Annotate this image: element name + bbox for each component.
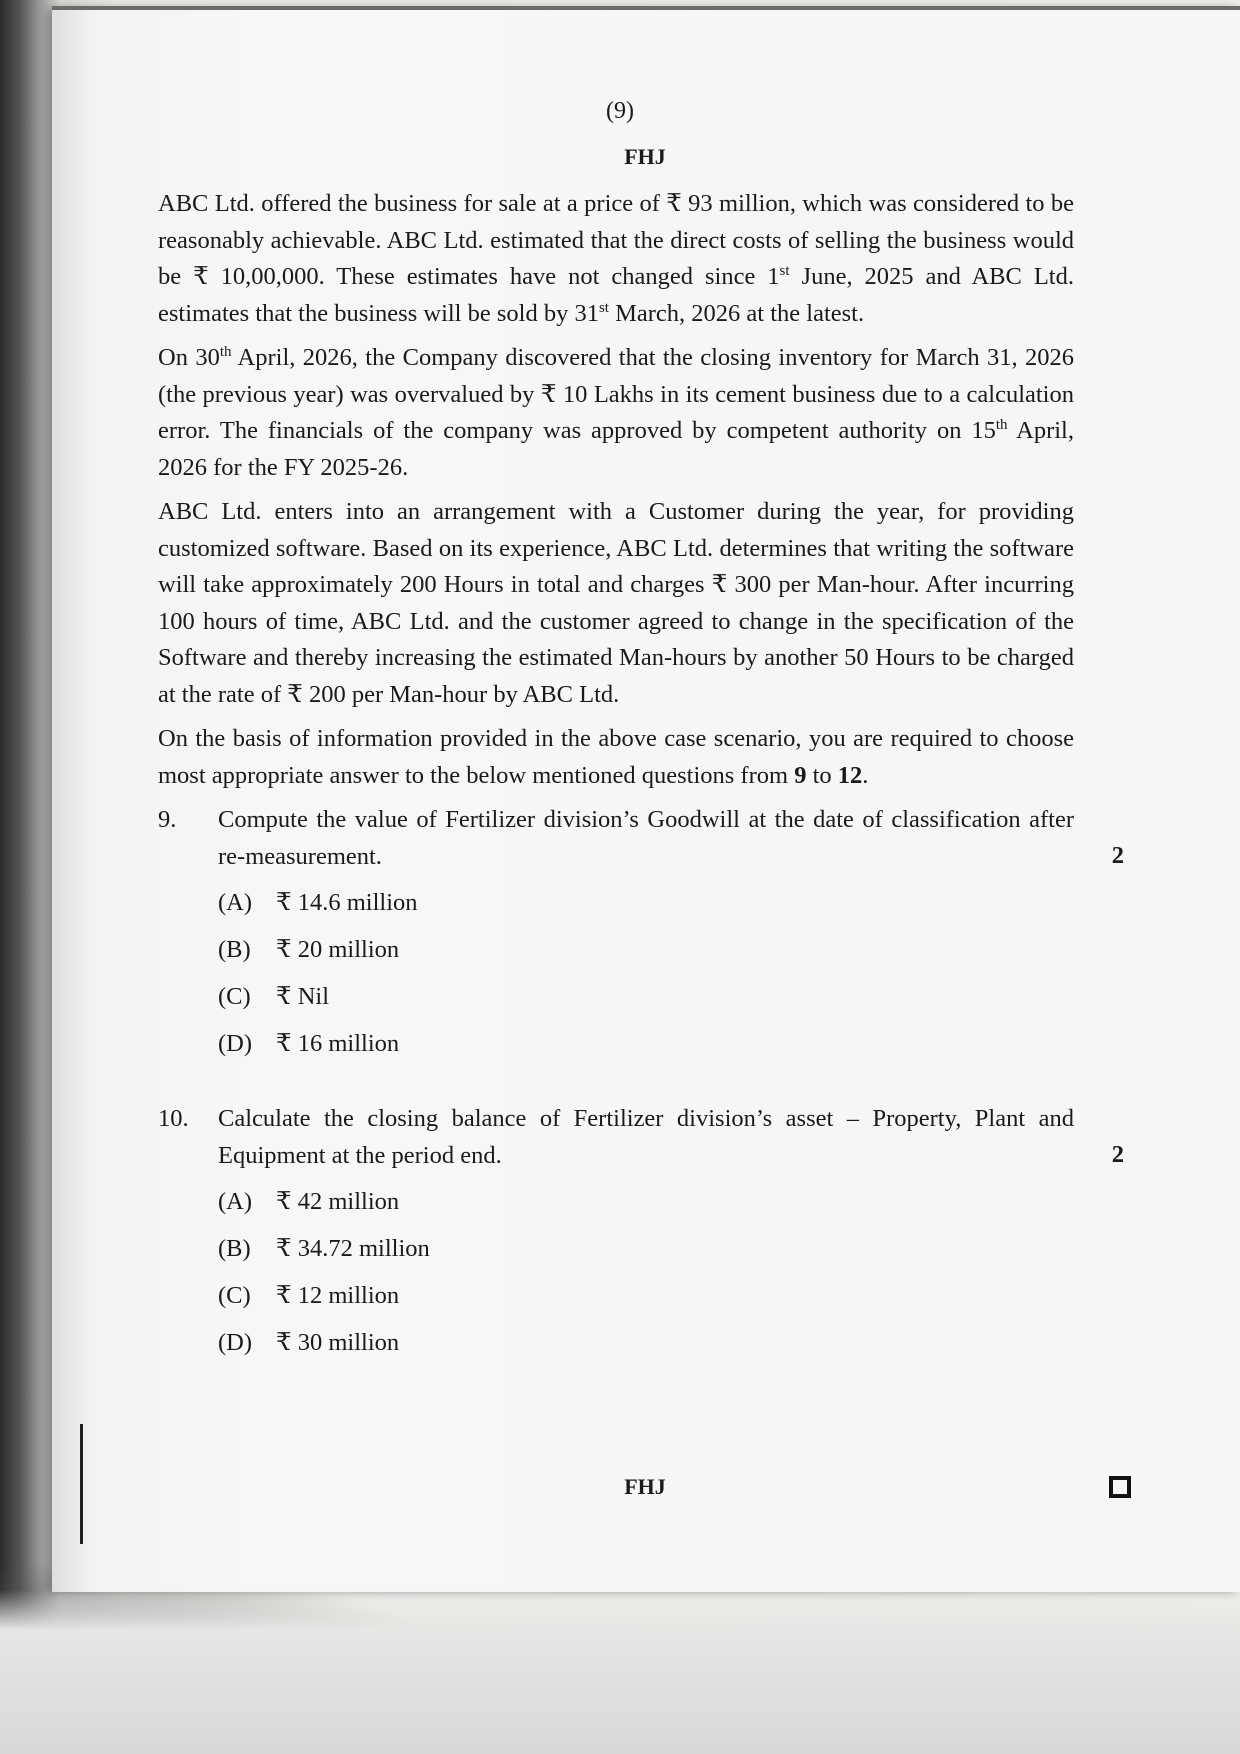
option-label: (A)	[218, 889, 253, 916]
option-label: (D)	[218, 1030, 253, 1057]
superscript: st	[779, 262, 790, 279]
question-text: Compute the value of Fertilizer division’s Goodwill at the date of classification after re-measurement.	[218, 806, 1074, 870]
option-b[interactable]	[218, 1231, 1074, 1278]
paragraph-sale-offer	[158, 186, 1074, 332]
option-label: (A)	[218, 1188, 253, 1215]
text-segment: June, 2025 and ABC Ltd. estimates that the business will be sold by 31	[158, 263, 1074, 327]
text-segment: .	[862, 761, 869, 789]
option-text: ₹ 20 million	[276, 936, 400, 963]
paragraph-instructions	[158, 721, 1074, 794]
option-label: (C)	[218, 983, 251, 1010]
superscript: st	[598, 299, 609, 316]
option-label: (D)	[218, 1329, 253, 1356]
question-text: Calculate the closing balance of Fertilizer division’s asset – Property, Plant and Equipment at the period end.	[218, 1105, 1074, 1169]
text-segment: On the basis of information provided in the above case scenario, you are required to choose most appropriate answer to the below mentioned questions from	[158, 725, 1074, 789]
option-d[interactable]	[218, 1026, 1074, 1073]
question-marks: 2	[1111, 842, 1124, 869]
superscript: th	[219, 343, 232, 360]
question-number: 10.	[158, 1105, 189, 1132]
text-segment: April, 2026 for the FY 2025-26.	[158, 417, 1074, 481]
option-label: (B)	[218, 1235, 251, 1262]
paragraph-software-arrangement: ABC Ltd. enters into an arrangement with a Customer during the year, for providing customized software. Based on its experience, ABC Ltd. determines that writing the software will take approximately 200 Hours in total and charges ₹ 300 per Man-hour. After incurring 100 hours of time, ABC Ltd. and the customer agreed to change in the specification of the Software and thereby increasing the estimated Man-hours by another 50 Hours to be charged at the rate of ₹ 200 per Man-hour by ABC Ltd.	[158, 498, 1074, 708]
paper-code-header: FHJ	[624, 144, 666, 169]
option-label: (B)	[218, 936, 251, 963]
question-marks: 2	[1111, 1141, 1124, 1168]
text-segment: April, 2026, the Company discovered that the closing inventory for March 31, 2026 (the previous year) was overvalued by ₹ 10 Lakhs in its cement business due to a calculation error. The financials of the company was approved by competent authority on 15	[158, 344, 1074, 444]
text-segment: to	[806, 761, 838, 789]
options-list	[218, 1184, 1074, 1372]
superscript: th	[995, 416, 1008, 433]
text-segment: On 30	[158, 344, 220, 371]
option-c[interactable]	[218, 1278, 1074, 1325]
option-c[interactable]	[218, 979, 1074, 1026]
option-text: ₹ 42 million	[276, 1188, 400, 1215]
option-label: (C)	[218, 1282, 251, 1309]
page-number: (9)	[606, 98, 634, 124]
options-list	[218, 885, 1074, 1073]
question-10	[158, 1101, 1124, 1372]
scan-bottom-area	[0, 1590, 1240, 1754]
option-b[interactable]	[218, 932, 1074, 979]
paragraph-inventory-error	[158, 340, 1074, 486]
option-text: ₹ 16 million	[276, 1030, 400, 1057]
option-text: ₹ 12 million	[276, 1282, 400, 1309]
option-d[interactable]	[218, 1325, 1074, 1372]
question-range-start: 9	[794, 761, 807, 789]
option-a[interactable]	[218, 1184, 1074, 1231]
page-top-edge	[52, 6, 1240, 10]
option-a[interactable]	[218, 885, 1074, 932]
option-text: ₹ Nil	[276, 983, 330, 1010]
text-segment: March, 2026 at the latest.	[608, 299, 865, 327]
option-text: ₹ 14.6 million	[276, 889, 418, 916]
question-range-end: 12	[837, 761, 863, 789]
question-9	[158, 802, 1124, 1073]
page-content	[158, 186, 1124, 1372]
square-box-icon	[1109, 1476, 1131, 1498]
option-text: ₹ 34.72 million	[276, 1235, 430, 1262]
question-number: 9.	[158, 806, 177, 833]
option-text: ₹ 30 million	[276, 1329, 400, 1356]
text-segment: ABC Ltd. offered the business for sale at a price of ₹ 93 million, which was considered to be reasonably achievable. ABC Ltd. estimated that the direct costs of selling the business would be ₹ 10,00,000. These estimates have not changed since 1	[158, 190, 1074, 290]
paper-code-footer: FHJ	[624, 1474, 666, 1499]
